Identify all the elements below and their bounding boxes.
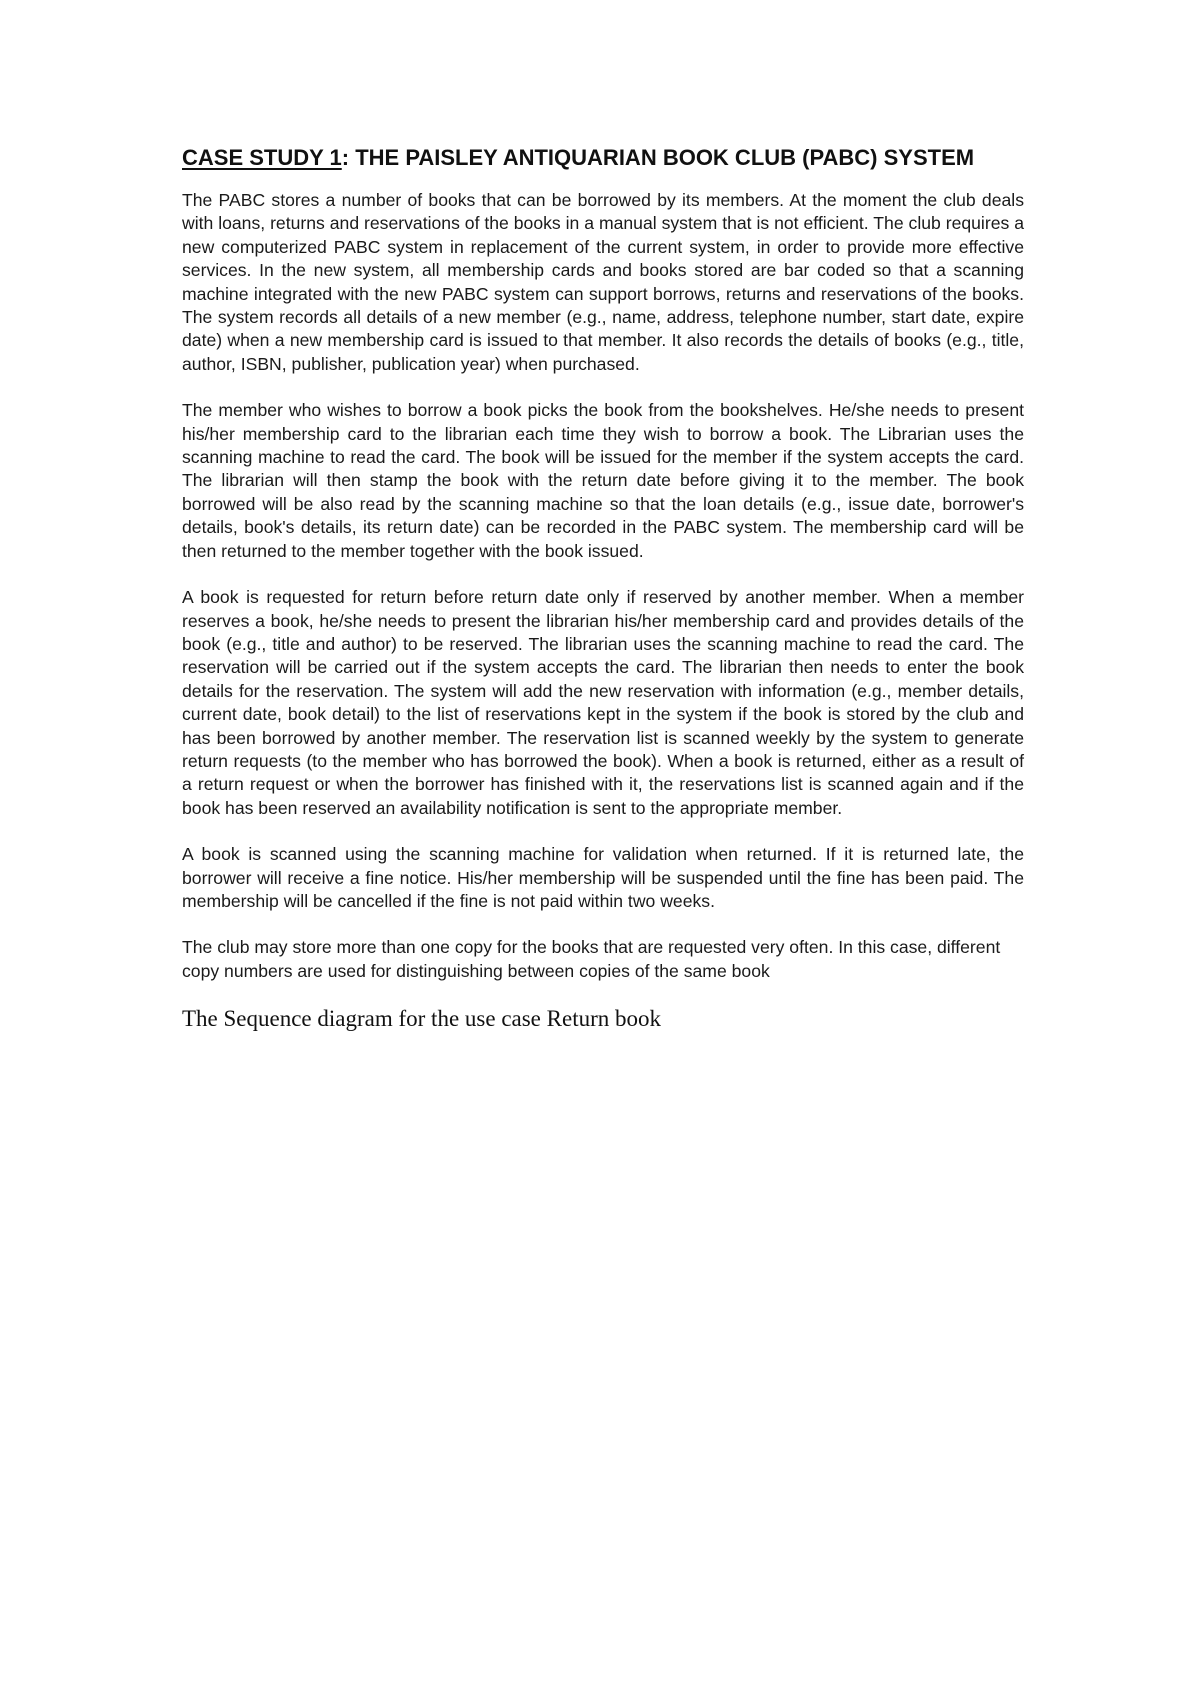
paragraph-copies: The club may store more than one copy for the books that are requested very often. In this case, different copy numbers are used for distinguishing between copies of the same book (182, 937, 1001, 981)
title-separator: : (341, 145, 356, 170)
title-text: THE PAISLEY ANTIQUARIAN BOOK CLUB (PABC) SYSTEM (355, 145, 975, 170)
case-study-label: CASE STUDY 1 (182, 145, 342, 170)
paragraph-returns: A book is scanned using the scanning machine for validation when returned. If it is returned late, the borrower will receive a fine notice. His/her membership will be suspended until the fine has been paid. The membership will be cancelled if the fine is not paid within two weeks. (182, 844, 1024, 911)
document-body (182, 144, 1024, 1033)
paragraph-reservations: A book is requested for return before return date only if reserved by another member. When a member reserves a book, he/she needs to present the librarian his/her membership card and provides details of the book (e.g., title and author) to be reserved. The librarian uses the scanning machine to read the card. The reservation will be carried out if the system accepts the card. The librarian then needs to enter the book details for the reservation. The system will add the new reservation with information (e.g., member details, current date, book detail) to the list of reservations kept in the system if the book is stored by the club and has been borrowed by another member. The reservation list is scanned weekly by the system to generate return requests (to the member who has borrowed the book). When a book is returned, either as a result of a return request or when the borrower has finished with it, the reservations list is scanned again and if the book has been reserved an availability notification is sent to the appropriate member. (182, 587, 1024, 818)
diagram-caption: The Sequence diagram for the use case Return book (182, 1006, 661, 1032)
paragraph-borrowing: The member who wishes to borrow a book picks the book from the bookshelves. He/she needs to present his/her membership card to the librarian each time they wish to borrow a book. The Librarian uses the scanning machine to read the card. The book will be issued for the member if the system accepts the card. The librarian will then stamp the book with the return date before giving it to the member. The book borrowed will be also read by the scanning machine so that the loan details (e.g., issue date, borrower's details, book's details, its return date) can be recorded in the PABC system. The membership card will be then returned to the member together with the book issued. (182, 400, 1024, 561)
paragraph-overview: The PABC stores a number of books that can be borrowed by its members. At the moment the club deals with loans, returns and reservations of the books in a manual system that is not efficient. The club requires a new computerized PABC system in replacement of the current system, in order to provide more effective services. In the new system, all membership cards and books stored are bar coded so that a scanning machine integrated with the new PABC system can support borrows, returns and reservations of the books. The system records all details of a new member (e.g., name, address, telephone number, start date, expire date) when a new membership card is issued to that member. It also records the details of books (e.g., title, author, ISBN, publisher, publication year) when purchased. (182, 190, 1024, 374)
page-title (182, 144, 1024, 171)
